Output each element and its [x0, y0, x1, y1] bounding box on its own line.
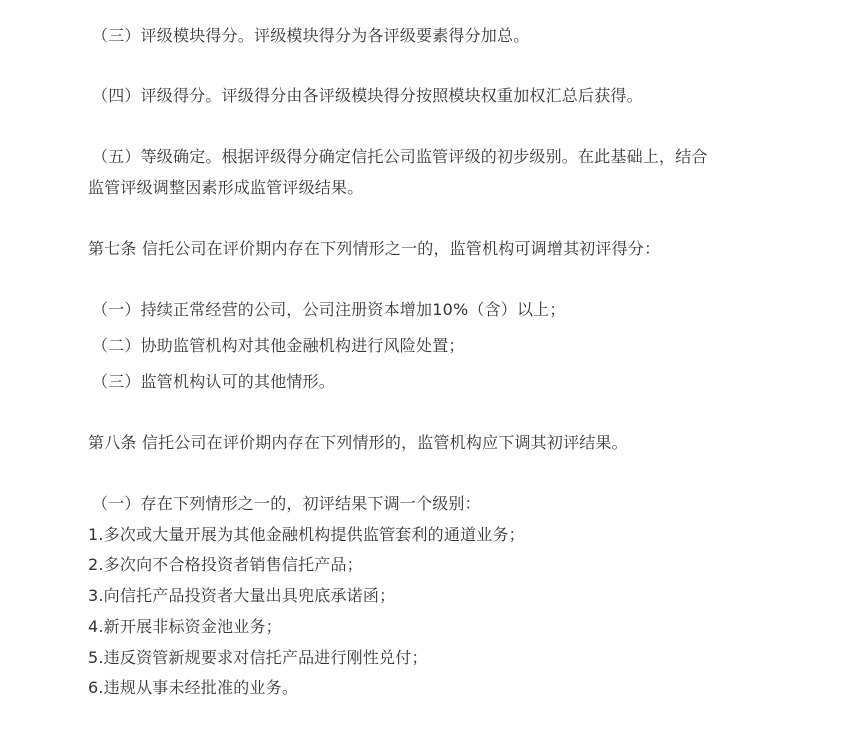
paragraph-grade-determination-line2: 监管评级调整因素形成监管评级结果。: [88, 178, 364, 197]
article-8-item: 6.违规从事未经批准的业务。: [88, 678, 299, 697]
paragraph-grade-determination-line1: （五）等级确定。根据评级得分确定信托公司监管评级的初步级别。在此基础上，结合: [92, 147, 708, 166]
paragraph-rating-module-score: （三）评级模块得分。评级模块得分为各评级要素得分加总。: [92, 26, 530, 45]
article-8-item: 1.多次或大量开展为其他金融机构提供监管套利的通道业务；: [88, 525, 525, 544]
article-8-title: 第八条 信托公司在评价期内存在下列情形的，监管机构应下调其初评结果。: [88, 433, 628, 452]
article-7-title: 第七条 信托公司在评价期内存在下列情形之一的，监管机构可调增其初评得分：: [88, 239, 661, 258]
article-8-item: 2.多次向不合格投资者销售信托产品；: [88, 555, 363, 574]
paragraph-rating-score: （四）评级得分。评级得分由各评级模块得分按照模块权重加权汇总后获得。: [92, 86, 643, 105]
article-7-item: （一）持续正常经营的公司，公司注册资本增加10%（含）以上；: [92, 300, 566, 319]
article-8-item: 3.向信托产品投资者大量出具兜底承诺函；: [88, 586, 396, 605]
article-7-item: （三）监管机构认可的其他情形。: [92, 372, 336, 391]
article-8-subsection: （一）存在下列情形之一的，初评结果下调一个级别：: [92, 494, 481, 513]
article-8-item: 4.新开展非标资金池业务；: [88, 617, 282, 636]
article-7-item: （二）协助监管机构对其他金融机构进行风险处置；: [92, 336, 465, 355]
article-8-item: 5.违反资管新规要求对信托产品进行刚性兑付；: [88, 648, 428, 667]
